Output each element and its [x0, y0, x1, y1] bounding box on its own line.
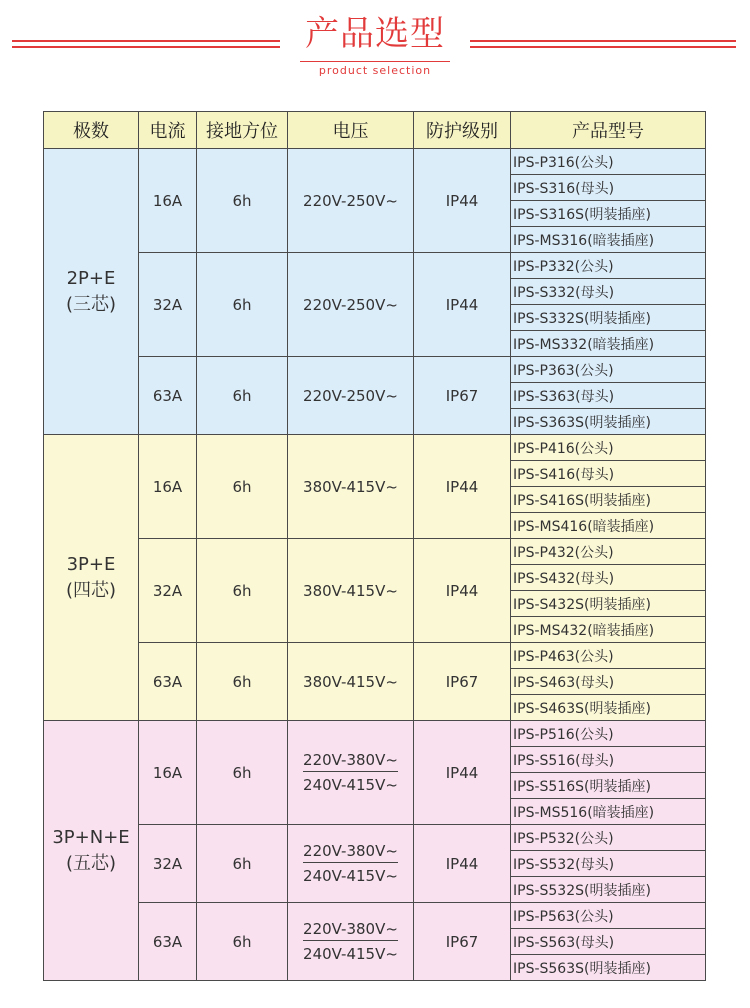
model-cell: IPS-P463(公头): [511, 643, 706, 669]
earth-position-cell: 6h: [197, 357, 288, 435]
voltage-cell: 220V-250V~: [288, 253, 414, 357]
earth-position-cell: 6h: [197, 149, 288, 253]
current-cell: 32A: [139, 825, 197, 903]
model-cell: IPS-S532(母头): [511, 851, 706, 877]
protection-cell: IP67: [414, 357, 511, 435]
current-cell: 63A: [139, 643, 197, 721]
protection-cell: IP44: [414, 149, 511, 253]
voltage-pair: [303, 842, 398, 885]
core-count-label: (五芯): [65, 852, 117, 874]
voltage-cell: 220V-250V~: [288, 357, 414, 435]
model-cell: IPS-S432S(明装插座): [511, 591, 706, 617]
voltage-cell: 380V-415V~: [288, 643, 414, 721]
col-header-protection: 防护级别: [414, 112, 511, 149]
earth-position-cell: 6h: [197, 435, 288, 539]
current-cell: 32A: [139, 253, 197, 357]
model-cell: IPS-S316(母头): [511, 175, 706, 201]
voltage-secondary: 240V-415V~: [303, 945, 398, 963]
model-cell: IPS-S332(母头): [511, 279, 706, 305]
voltage-pair: [303, 751, 398, 794]
earth-position-cell: 6h: [197, 253, 288, 357]
model-cell: IPS-S416(母头): [511, 461, 706, 487]
model-cell: IPS-S516(母头): [511, 747, 706, 773]
earth-position-cell: 6h: [197, 825, 288, 903]
col-header-model: 产品型号: [511, 112, 706, 149]
voltage-primary: 220V-380V~: [303, 920, 398, 941]
model-cell: IPS-S332S(明装插座): [511, 305, 706, 331]
model-cell: IPS-S432(母头): [511, 565, 706, 591]
col-header-poles: 极数: [44, 112, 139, 149]
model-cell: IPS-S516S(明装插座): [511, 773, 706, 799]
current-cell: 32A: [139, 539, 197, 643]
col-header-current: 电流: [139, 112, 197, 149]
current-cell: 16A: [139, 435, 197, 539]
model-cell: IPS-P432(公头): [511, 539, 706, 565]
model-cell: IPS-MS332(暗装插座): [511, 331, 706, 357]
model-cell: IPS-P416(公头): [511, 435, 706, 461]
header-rule-right: [470, 40, 736, 48]
section-header: [0, 0, 750, 90]
table-row: [44, 253, 706, 279]
model-cell: IPS-MS432(暗装插座): [511, 617, 706, 643]
pole-cell: [44, 149, 139, 435]
model-cell: IPS-MS316(暗装插座): [511, 227, 706, 253]
protection-cell: IP44: [414, 539, 511, 643]
model-cell: IPS-P516(公头): [511, 721, 706, 747]
pole-cell: [44, 721, 139, 981]
pole-cell: [44, 435, 139, 721]
model-cell: IPS-MS416(暗装插座): [511, 513, 706, 539]
model-cell: IPS-P316(公头): [511, 149, 706, 175]
earth-position-cell: 6h: [197, 643, 288, 721]
model-cell: IPS-S463(母头): [511, 669, 706, 695]
model-cell: IPS-S363(母头): [511, 383, 706, 409]
earth-position-cell: 6h: [197, 539, 288, 643]
model-cell: IPS-S416S(明装插座): [511, 487, 706, 513]
core-count-label: (三芯): [65, 293, 117, 315]
protection-cell: IP44: [414, 253, 511, 357]
voltage-cell: [288, 903, 414, 981]
voltage-cell: [288, 721, 414, 825]
current-cell: 16A: [139, 721, 197, 825]
page-title: 产品选型: [305, 14, 445, 54]
core-count-label: (四芯): [65, 579, 117, 601]
earth-position-cell: 6h: [197, 903, 288, 981]
earth-position-cell: 6h: [197, 721, 288, 825]
voltage-pair: [303, 920, 398, 963]
col-header-earth-position: 接地方位: [197, 112, 288, 149]
model-cell: IPS-S363S(明装插座): [511, 409, 706, 435]
model-cell: IPS-S463S(明装插座): [511, 695, 706, 721]
voltage-primary: 220V-380V~: [303, 842, 398, 863]
protection-cell: IP67: [414, 643, 511, 721]
pole-label: 3P+E: [66, 553, 116, 575]
table-row: [44, 825, 706, 851]
model-cell: IPS-P363(公头): [511, 357, 706, 383]
table-row: [44, 643, 706, 669]
protection-cell: IP44: [414, 825, 511, 903]
current-cell: 63A: [139, 357, 197, 435]
product-selection-table: [43, 111, 706, 981]
protection-cell: IP67: [414, 903, 511, 981]
table-row: [44, 721, 706, 747]
voltage-cell: [288, 825, 414, 903]
model-cell: IPS-S563(母头): [511, 929, 706, 955]
voltage-cell: 220V-250V~: [288, 149, 414, 253]
table-row: [44, 357, 706, 383]
pole-label: 3P+N+E: [52, 826, 130, 848]
header-rule-left: [12, 40, 280, 48]
model-cell: IPS-P532(公头): [511, 825, 706, 851]
model-cell: IPS-S532S(明装插座): [511, 877, 706, 903]
table-row: [44, 903, 706, 929]
col-header-voltage: 电压: [288, 112, 414, 149]
model-cell: IPS-P332(公头): [511, 253, 706, 279]
voltage-secondary: 240V-415V~: [303, 867, 398, 885]
model-cell: IPS-MS516(暗装插座): [511, 799, 706, 825]
current-cell: 16A: [139, 149, 197, 253]
table-row: [44, 435, 706, 461]
model-cell: IPS-S563S(明装插座): [511, 955, 706, 981]
table-row: [44, 149, 706, 175]
voltage-cell: 380V-415V~: [288, 539, 414, 643]
table-row: [44, 539, 706, 565]
voltage-primary: 220V-380V~: [303, 751, 398, 772]
protection-cell: IP44: [414, 435, 511, 539]
current-cell: 63A: [139, 903, 197, 981]
model-cell: IPS-S316S(明装插座): [511, 201, 706, 227]
table-header-row: [44, 112, 706, 149]
pole-label: 2P+E: [66, 267, 116, 289]
page-subtitle: product selection: [300, 61, 450, 78]
voltage-secondary: 240V-415V~: [303, 776, 398, 794]
voltage-cell: 380V-415V~: [288, 435, 414, 539]
model-cell: IPS-P563(公头): [511, 903, 706, 929]
protection-cell: IP44: [414, 721, 511, 825]
